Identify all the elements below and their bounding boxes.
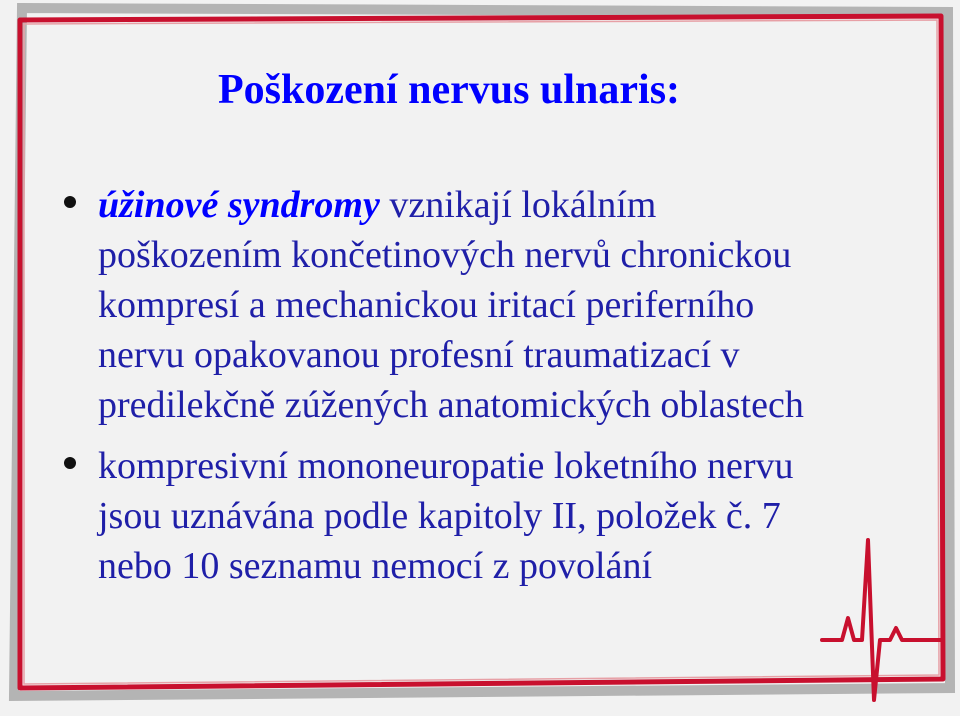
bullet-line: kompresivní mononeuropatie loketního nervu — [98, 445, 794, 487]
bullet-line — [98, 180, 860, 230]
bullet-line-text: vznikají lokálním — [379, 184, 657, 226]
bullet-line: nervu opakovanou profesní traumatizací v — [98, 334, 740, 376]
bullet-list — [60, 180, 860, 602]
bullet-line: poškozením končetinových nervů chronickou — [98, 234, 792, 276]
bullet-line: predilekčně zúžených anatomických oblastech — [98, 384, 804, 426]
bullet-dot — [64, 457, 76, 469]
bullet-dot — [64, 196, 76, 208]
bullet-line: kompresí a mechanickou iritací periferního — [98, 284, 755, 326]
slide-title: Poškození nervus ulnaris: — [218, 67, 681, 113]
bullet-emphasis: úžinové syndromy — [98, 184, 380, 226]
bullet-line: nebo 10 seznamu nemocí z povolání — [98, 545, 653, 587]
bullet-item-compressive-mononeuropathy — [60, 441, 860, 591]
bullet-line: jsou uznávána podle kapitoly II, položek č. 7 — [98, 495, 781, 537]
bullet-item-entrapment-syndromes — [60, 180, 860, 430]
